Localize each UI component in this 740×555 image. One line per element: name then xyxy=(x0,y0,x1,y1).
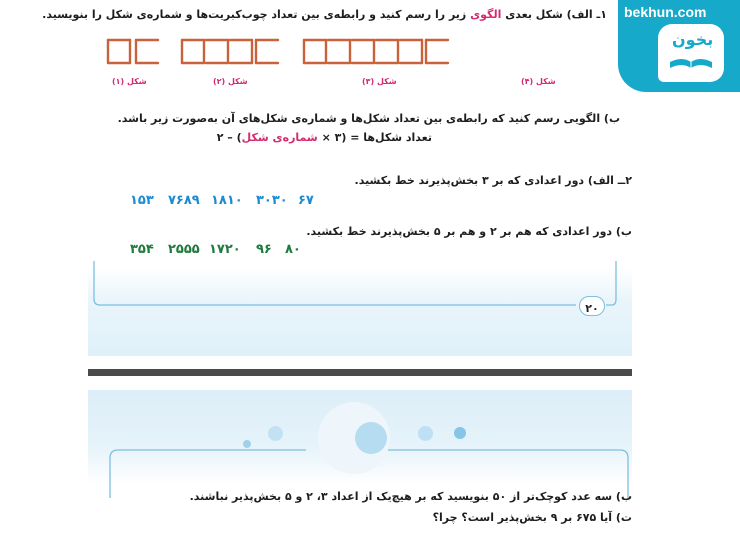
q2b-number-2: ۹۶ xyxy=(256,242,272,257)
q2a-number-4: ۷۶۸۹ xyxy=(168,193,200,208)
page-number-text: ۲۰ xyxy=(585,302,599,315)
question-1b: ب) الگویی رسم کنید که رابطه‌ی بین تعداد شکل‌ها و شماره‌ی شکل‌های آن به‌صورت زیر باشد. xyxy=(117,112,620,125)
watermark-badge xyxy=(618,0,740,92)
q2a-number-1: ۶۷ xyxy=(298,193,314,208)
decor-bubble-small-4 xyxy=(454,427,466,439)
q2a-number-5: ۱۵۳ xyxy=(130,193,154,208)
shape-label-4: شکل (۴) xyxy=(521,77,556,86)
q2b-number-3: ۱۷۲۰ xyxy=(209,242,241,257)
q2b-number-4: ۲۵۵۵ xyxy=(168,242,200,257)
bottom-page xyxy=(88,390,632,555)
formula xyxy=(217,131,432,144)
top-page xyxy=(42,0,632,356)
q2a-number-2: ۳۰۳۰ xyxy=(256,193,288,208)
q2b-number-5: ۳۵۴ xyxy=(130,242,154,257)
question-b-bottom: ب) سه عدد کوچک‌تر از ۵۰ بنویسید که بر هیچ‌یک از اعداد ۳، ۲ و ۵ بخش‌پذیر نباشند. xyxy=(189,490,632,503)
q1a-rest: زیر را رسم کنید و رابطه‌ی بین تعداد چوب‌کبریت‌ها و شماره‌ی شکل را بنویسید. xyxy=(42,8,471,21)
content-frame xyxy=(88,255,632,315)
watermark-logo-text: بخون xyxy=(672,30,714,49)
shape-label-2: شکل (۲) xyxy=(213,77,248,86)
matchstick-shape-3 xyxy=(302,38,450,65)
q1a-prefix: ۱ـ الف) شکل بعدی xyxy=(501,8,607,21)
page-number xyxy=(579,296,605,316)
decor-bubble-small-3 xyxy=(418,426,433,441)
watermark-site: bekhun.com xyxy=(624,4,707,20)
watermark-logo xyxy=(658,24,724,82)
formula-highlight: شماره‌ی شکل xyxy=(241,131,318,144)
page-divider xyxy=(88,369,632,376)
question-c-bottom: ت) آیا ۶۷۵ بر ۹ بخش‌پذیر است؟ چرا؟ xyxy=(432,511,632,524)
q2b-number-1: ۸۰ xyxy=(285,242,301,257)
question-2b: ب) دور اعدادی که هم بر ۲ و هم بر ۵ بخش‌پذیرند خط بکشید. xyxy=(306,225,632,238)
matchstick-shape-2 xyxy=(180,38,280,65)
shape-label-1: شکل (۱) xyxy=(112,77,147,86)
question-2a: ۲ــ الف) دور اعدادی که بر ۳ بخش‌پذیرند خط بکشید. xyxy=(354,174,632,187)
q1a-highlight: الگوی xyxy=(470,8,502,21)
formula-rhs: ) – ۲ xyxy=(216,131,242,144)
question-1a xyxy=(42,8,607,21)
decor-bubble-small-2 xyxy=(268,426,283,441)
formula-lhs: تعداد شکل‌ها = (۳ × xyxy=(317,131,432,144)
q2a-number-3: ۱۸۱۰ xyxy=(211,193,243,208)
shape-label-3: شکل (۳) xyxy=(362,77,397,86)
matchstick-shape-1 xyxy=(106,38,162,65)
